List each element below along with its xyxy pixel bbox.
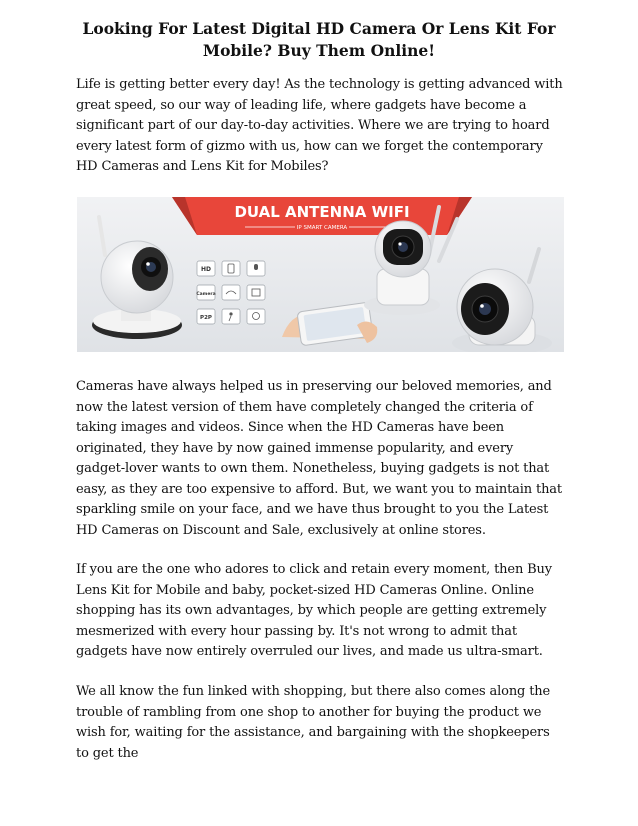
motion-detection-icon — [229, 312, 232, 315]
paragraph-cameras: Cameras have always helped us in preserving our beloved memories, and now the latest version of them have completely changed the criteria of taking images and videos. Since when the HD Cameras have been originated, they have by now gained immense popularity, and every gadget-lover wants to own them. Nonetheless, buying gadgets is not that easy, as they are too expensive to afford. But, we want you to maintain that sparkling smile on your face, and we have thus brought to you the Latest HD Cameras on Discount and Sale, exclusively at online stores. — [76, 379, 562, 538]
feature-p2p-label: P2P — [200, 315, 212, 321]
banner-subheading: IP SMART CAMERA — [296, 225, 348, 231]
feature-camera-label: Camera — [196, 292, 216, 297]
paragraph-intro: Life is getting better every day! As the technology is getting advanced with great speed, so our way of leading life, where gadgets have become a significant part of our day-to-day activities. Where we are trying to hoard every latest form of gizmo with us, how can we forget the contemporary HD Cameras and Lens Kit for Mobiles? — [76, 77, 563, 174]
paragraph-shopping-fun: We all know the fun linked with shopping, but there also comes along the trouble of rambling from one shop to another for buying the product we wish for, waiting for the assistance, and bargaining with the shopkeepers to get the — [76, 684, 551, 761]
paragraph-online-shopping: If you are the one who adores to click and retain every moment, then Buy Lens Kit for Mobile and baby, pocket-sized HD Cameras Online. Online shopping has its own advantages, by which people are getting extremely mesmerized with every hour passing by. It's not wrong to admit that gadgets have now entirely overruled our lives, and made us ultra-smart. — [76, 562, 552, 659]
feature-icon-grid — [196, 261, 265, 324]
microphone-icon — [254, 264, 258, 270]
document-title: Looking For Latest Digital HD Camera Or Lens Kit For Mobile? Buy Them Online! — [82, 19, 556, 60]
banner-illustration — [77, 197, 564, 352]
product-banner-image — [77, 197, 564, 352]
banner-heading: DUAL ANTENNA WIFI — [234, 203, 410, 221]
feature-hd-label: HD — [200, 266, 212, 273]
